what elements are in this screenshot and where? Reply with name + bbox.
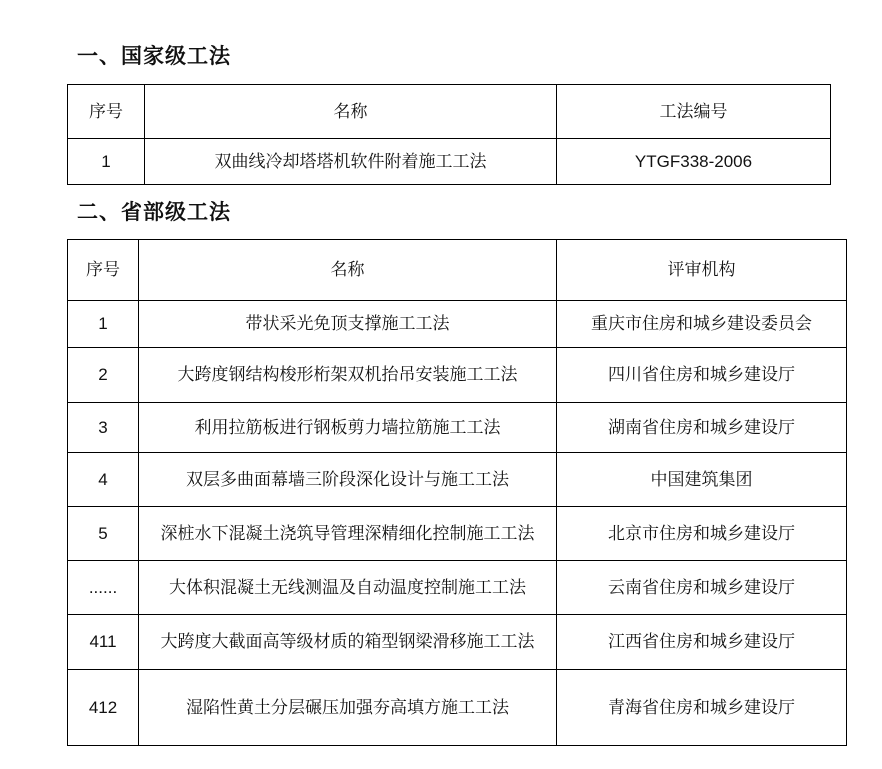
row-name: 湿陷性黄土分层碾压加强夯高填方施工工法 [139,670,557,746]
table-row [68,301,847,348]
provincial-methods-table [67,239,847,746]
header-name: 名称 [139,240,557,301]
row-seq: 2 [68,348,139,403]
row-org: 青海省住房和城乡建设厅 [557,670,847,746]
row-code: YTGF338-2006 [557,139,831,185]
table-header-row [68,85,831,139]
header-org: 评审机构 [557,240,847,301]
row-name: 利用拉筋板进行钢板剪力墙拉筋施工工法 [139,403,557,453]
row-name: 大跨度大截面高等级材质的箱型钢梁滑移施工工法 [139,615,557,670]
row-name: 大体积混凝土无线测温及自动温度控制施工工法 [139,561,557,615]
row-name: 双层多曲面幕墙三阶段深化设计与施工工法 [139,453,557,507]
row-seq: 4 [68,453,139,507]
row-org: 江西省住房和城乡建设厅 [557,615,847,670]
table-row [68,139,831,185]
header-seq: 序号 [68,240,139,301]
row-org: 湖南省住房和城乡建设厅 [557,403,847,453]
table-header-row [68,240,847,301]
row-seq: 411 [68,615,139,670]
table-row [68,561,847,615]
row-name: 双曲线冷却塔塔机软件附着施工工法 [145,139,557,185]
table-row [68,507,847,561]
table-row [68,670,847,746]
row-org: 四川省住房和城乡建设厅 [557,348,847,403]
row-seq: 3 [68,403,139,453]
row-name: 大跨度钢结构梭形桁架双机抬吊安装施工工法 [139,348,557,403]
row-seq: 1 [68,139,145,185]
row-seq: ...... [68,561,139,615]
row-seq: 412 [68,670,139,746]
section-title-provincial: 二、省部级工法 [77,200,231,224]
table-row [68,403,847,453]
row-seq: 5 [68,507,139,561]
row-org: 中国建筑集团 [557,453,847,507]
row-name: 深桩水下混凝土浇筑导管理深精细化控制施工工法 [139,507,557,561]
table-row [68,348,847,403]
header-name: 名称 [145,85,557,139]
national-methods-table [67,84,831,185]
header-code: 工法编号 [557,85,831,139]
row-org: 云南省住房和城乡建设厅 [557,561,847,615]
section-title-national: 一、国家级工法 [77,44,231,68]
row-name: 带状采光免顶支撑施工工法 [139,301,557,348]
row-org: 北京市住房和城乡建设厅 [557,507,847,561]
table-row [68,615,847,670]
header-seq: 序号 [68,85,145,139]
table-row [68,453,847,507]
row-seq: 1 [68,301,139,348]
row-org: 重庆市住房和城乡建设委员会 [557,301,847,348]
